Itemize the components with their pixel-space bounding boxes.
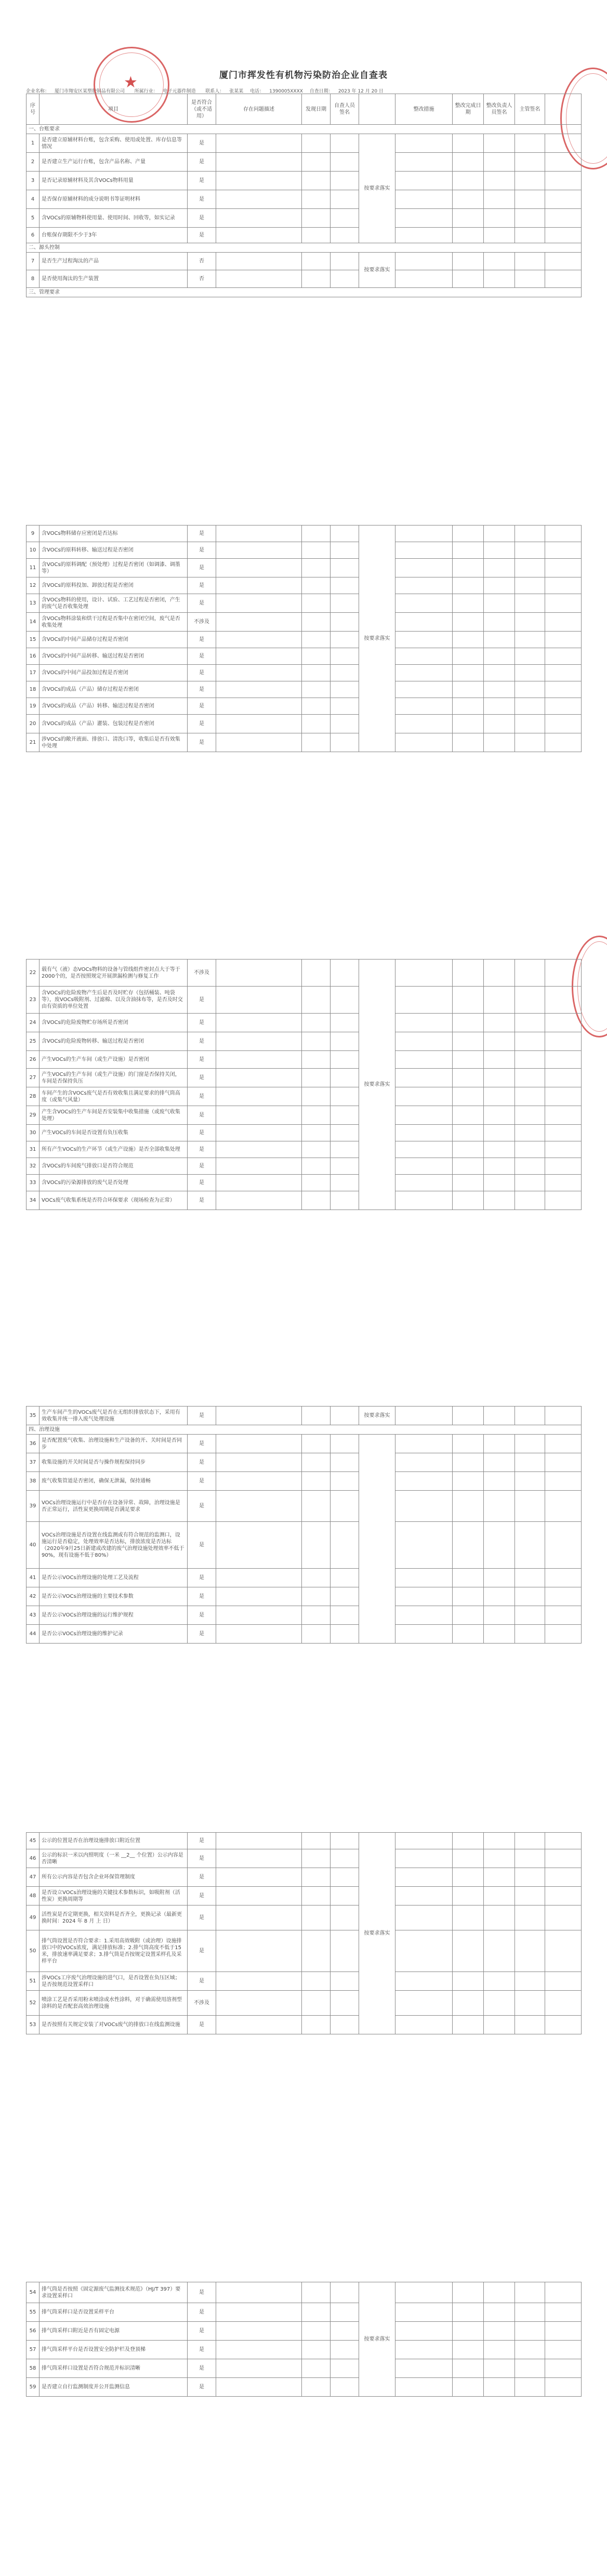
row-no: 15 bbox=[27, 632, 39, 648]
row-match: 是 bbox=[188, 1606, 216, 1625]
row-item: 公示的位置是否在治理设施排放口附近位置 bbox=[39, 1833, 188, 1849]
row-no: 14 bbox=[27, 613, 39, 632]
header-match: 是否符合（或不适用） bbox=[188, 94, 216, 125]
section-label: 四、治理设施 bbox=[27, 1425, 582, 1435]
row-match: 是 bbox=[188, 1453, 216, 1472]
row-no: 27 bbox=[27, 1069, 39, 1087]
row-match: 是 bbox=[188, 1191, 216, 1210]
page-6-table bbox=[26, 2282, 581, 2397]
merged-note: 按要求落实 bbox=[359, 960, 395, 1210]
phone-label: 电话： bbox=[250, 89, 265, 94]
row-match: 是 bbox=[188, 1491, 216, 1522]
row-match: 是 bbox=[188, 681, 216, 698]
page-title: 厦门市挥发性有机物污染防治企业自查表 bbox=[219, 70, 388, 81]
header-rechecker: 整改负责人员签名 bbox=[484, 94, 515, 125]
row-item: VOCs治理设施运行中是否存在设备异常、故障，治理设施是否正常运行，活性炭更换周期是否满足要求 bbox=[39, 1491, 188, 1522]
merged-note: 按要求落实 bbox=[359, 525, 395, 752]
row-item: 活性炭是否定期更换，相关资料是否齐全，更换记录（最新更换时间：2024 年 8 月 上 日） bbox=[39, 1905, 188, 1930]
row-item: 所有产生VOCs的生产环节（或生产设施）是否全部收集处理 bbox=[39, 1141, 188, 1158]
row-no: 34 bbox=[27, 1191, 39, 1210]
row-match: 是 bbox=[188, 648, 216, 665]
row-no: 12 bbox=[27, 577, 39, 594]
row-no: 25 bbox=[27, 1032, 39, 1051]
row-no: 44 bbox=[27, 1625, 39, 1644]
row-no: 47 bbox=[27, 1868, 39, 1887]
row-item: 排气筒采样口是否设置采样平台 bbox=[39, 2303, 188, 2322]
row-match: 是 bbox=[188, 1032, 216, 1051]
row-item: 产生VOCs的生产车间（或生产设施）的门窗是否保持关闭，车间是否保持负压 bbox=[39, 1069, 188, 1087]
row-no: 30 bbox=[27, 1125, 39, 1141]
row-match: 是 bbox=[188, 2282, 216, 2303]
page-2-table bbox=[26, 525, 581, 752]
row-no: 49 bbox=[27, 1905, 39, 1930]
row-item: 是否公示VOCs治理设施的处理工艺及流程 bbox=[39, 1569, 188, 1587]
row-item: 排气筒设置是否符合要求：1.采用高效吸附（或治理）设施排放口中的VOCs浓度，满足排放标准；2.排气筒高度不低于15米，排放速率满足要求；3.排气筒是否按规定设置采样孔及采样平台 bbox=[39, 1930, 188, 1972]
row-match: 是 bbox=[188, 2016, 216, 2034]
row-item: 含VOCs的原料投加、卸放过程是否密闭 bbox=[39, 577, 188, 594]
row-item: 是否生产过程淘汰的产品 bbox=[39, 253, 188, 270]
row-item: 是否公示VOCs治理设施的运行维护规程 bbox=[39, 1606, 188, 1625]
row-item: 涉VOCs的敞开液面、排放口、清洗口等，收集后是否有效集中处理 bbox=[39, 733, 188, 752]
merged-note: 按要求落实 bbox=[359, 253, 395, 288]
row-item: 含VOCs的危险废物转移、输送过程是否密闭 bbox=[39, 1032, 188, 1051]
row-no: 31 bbox=[27, 1141, 39, 1158]
row-item: 含VOCs物料涂装和烘干过程是否集中在密闭空间，废气是否收集处理 bbox=[39, 613, 188, 632]
row-match: 是 bbox=[188, 1435, 216, 1453]
row-no: 59 bbox=[27, 2378, 39, 2397]
row-match: 是 bbox=[188, 228, 216, 243]
row-match: 是 bbox=[188, 715, 216, 733]
row-item: 含VOCs的危险废物产生后是否及时贮存（包括桶装、吨袋等），废VOCs吸附剂、过滤棉、以及含油抹布等，是否及时交由有资质的单位处置 bbox=[39, 987, 188, 1014]
row-match: 是 bbox=[188, 134, 216, 153]
row-item: 是否建立自行监测制度并公开监测信息 bbox=[39, 2378, 188, 2397]
row-match: 是 bbox=[188, 559, 216, 577]
row-no: 58 bbox=[27, 2359, 39, 2378]
row-item: VOCs废气收集系统是否符合环保要求（现场检查为正常） bbox=[39, 1191, 188, 1210]
row-item: 喷涂工艺是否采用粉末喷涂或水性涂料，对于确需使用溶剂型涂料的是否配套高效治理设施 bbox=[39, 1991, 188, 2016]
row-match: 否 bbox=[188, 270, 216, 288]
row-no: 1 bbox=[27, 134, 39, 153]
contact-label: 联系人： bbox=[205, 89, 225, 94]
row-no: 21 bbox=[27, 733, 39, 752]
row-no: 50 bbox=[27, 1930, 39, 1972]
row-match: 是 bbox=[188, 1833, 216, 1849]
row-no: 8 bbox=[27, 270, 39, 288]
row-item: 含VOCs的中间产品储存过程是否密闭 bbox=[39, 632, 188, 648]
date-label: 自查日期： bbox=[309, 89, 333, 94]
header-responsible: 自查人员签名 bbox=[331, 94, 359, 125]
row-no: 24 bbox=[27, 1014, 39, 1032]
row-match: 是 bbox=[188, 1051, 216, 1069]
row-no: 6 bbox=[27, 228, 39, 243]
row-item: 是否建立原辅材料台账，包含采购、使用或处置、库存信息等情况 bbox=[39, 134, 188, 153]
merged-note: 按要求落实 bbox=[359, 2282, 395, 2397]
row-match: 是 bbox=[188, 1472, 216, 1491]
row-no: 36 bbox=[27, 1435, 39, 1453]
page-1-table bbox=[26, 94, 581, 297]
row-no: 54 bbox=[27, 2282, 39, 2303]
page-5-table bbox=[26, 1832, 581, 2034]
row-no: 26 bbox=[27, 1051, 39, 1069]
row-no: 41 bbox=[27, 1569, 39, 1587]
row-match: 是 bbox=[188, 2322, 216, 2341]
row-no: 4 bbox=[27, 190, 39, 209]
row-item: 含VOCs的中间产品投加过程是否密闭 bbox=[39, 665, 188, 681]
row-match: 是 bbox=[188, 209, 216, 228]
section-label: 二、源头控制 bbox=[27, 243, 582, 253]
row-item: 是否配置废气收集、治理设施和生产设备的开、关时间是否同步 bbox=[39, 1435, 188, 1453]
row-match: 是 bbox=[188, 1849, 216, 1868]
row-item: 排气筒采样平台是否设置安全防护栏及登顶梯 bbox=[39, 2341, 188, 2359]
row-item: 公示的标识一米以内照明度（一米 __2__ 个位置）公示内容是否清晰 bbox=[39, 1849, 188, 1868]
section-label: 三、管理要求 bbox=[27, 288, 582, 297]
row-match: 是 bbox=[188, 1014, 216, 1032]
row-match: 是 bbox=[188, 1522, 216, 1569]
row-match: 是 bbox=[188, 172, 216, 190]
page-3-table bbox=[26, 959, 581, 1210]
row-item: 含VOCs的污染源排放的废气是否处理 bbox=[39, 1175, 188, 1191]
row-no: 52 bbox=[27, 1991, 39, 2016]
row-match: 是 bbox=[188, 153, 216, 172]
header-measures: 整改措施 bbox=[395, 94, 453, 125]
row-match: 是 bbox=[188, 190, 216, 209]
row-item: 是否公示VOCs治理设施的主要技术参数 bbox=[39, 1587, 188, 1606]
row-no: 33 bbox=[27, 1175, 39, 1191]
row-no: 51 bbox=[27, 1972, 39, 1991]
row-match: 是 bbox=[188, 594, 216, 613]
row-item: 产生VOCs的车间是否设置有负压收集 bbox=[39, 1125, 188, 1141]
row-item: 是否使用淘汰的生产装置 bbox=[39, 270, 188, 288]
row-no: 56 bbox=[27, 2322, 39, 2341]
row-no: 28 bbox=[27, 1087, 39, 1106]
company-label: 企业名称： bbox=[26, 89, 50, 94]
row-match: 是 bbox=[188, 987, 216, 1014]
row-match: 是 bbox=[188, 1106, 216, 1125]
row-item: 产生VOCs的生产车间（或生产设施）是否密闭 bbox=[39, 1051, 188, 1069]
header-supervisor: 主管签名 bbox=[515, 94, 545, 125]
row-no: 48 bbox=[27, 1887, 39, 1905]
row-match: 是 bbox=[188, 2341, 216, 2359]
row-no: 11 bbox=[27, 559, 39, 577]
header-item: 项目 bbox=[39, 94, 188, 125]
row-match: 是 bbox=[188, 698, 216, 715]
row-item: 收集设施的开关时间是否与操作规程保持同步 bbox=[39, 1453, 188, 1472]
row-no: 43 bbox=[27, 1606, 39, 1625]
row-match: 是 bbox=[188, 1625, 216, 1644]
row-match: 不涉及 bbox=[188, 960, 216, 987]
row-item: 含VOCs的成品（产品）灌装、包装过程是否密闭 bbox=[39, 715, 188, 733]
row-no: 10 bbox=[27, 542, 39, 559]
header-problem: 存在问题描述 bbox=[216, 94, 302, 125]
row-no: 45 bbox=[27, 1833, 39, 1849]
row-item: 废气收集管道是否密闭，确保无泄漏，保持通畅 bbox=[39, 1472, 188, 1491]
merged-note: 按要求落实 bbox=[359, 134, 395, 243]
merged-note: 按要求落实 bbox=[359, 1833, 395, 2034]
row-match: 是 bbox=[188, 1905, 216, 1930]
row-item: 是否设立VOCs治理设施的关键技术参数标识，如吸附剂（活性炭）更换周期等 bbox=[39, 1887, 188, 1905]
row-item: 含VOCs物料的使用，设计、试验、工艺过程是否密闭，产生的废气是否收集处理 bbox=[39, 594, 188, 613]
row-no: 18 bbox=[27, 681, 39, 698]
row-no: 19 bbox=[27, 698, 39, 715]
row-item: 车间产生的含VOCs废气是否有效收集且满足要求的排气筒高度（或集气风量） bbox=[39, 1087, 188, 1106]
row-no: 39 bbox=[27, 1491, 39, 1522]
row-match: 是 bbox=[188, 1972, 216, 1991]
row-match: 不涉及 bbox=[188, 613, 216, 632]
row-match: 是 bbox=[188, 1141, 216, 1158]
row-match: 是 bbox=[188, 2303, 216, 2322]
row-item: 含VOCs的原料转移、输送过程是否密闭 bbox=[39, 542, 188, 559]
row-item: 含VOCs物料储存应密闭是否达标 bbox=[39, 525, 188, 542]
row-item: 所有公示内容是否包含企业环保管理制度 bbox=[39, 1868, 188, 1887]
row-match: 否 bbox=[188, 253, 216, 270]
industry-value: 电子元器件制造 bbox=[163, 89, 196, 94]
row-no: 38 bbox=[27, 1472, 39, 1491]
row-match: 是 bbox=[188, 525, 216, 542]
row-item: 涉VOCs工序废气治理设施的进气口，是否设置在负压区域；是否按规范设置采样口 bbox=[39, 1972, 188, 1991]
row-item: 含VOCs的原料调配（预处理）过程是否密闭（如调漆、调墨等） bbox=[39, 559, 188, 577]
row-no: 17 bbox=[27, 665, 39, 681]
date-value: 2023 年 12 月 20 日 bbox=[338, 89, 384, 94]
row-match: 是 bbox=[188, 542, 216, 559]
row-match: 是 bbox=[188, 1158, 216, 1175]
row-no: 40 bbox=[27, 1522, 39, 1569]
row-match: 是 bbox=[188, 1069, 216, 1087]
row-no: 23 bbox=[27, 987, 39, 1014]
phone-value: 1390005XXXX bbox=[269, 89, 303, 94]
row-no: 13 bbox=[27, 594, 39, 613]
row-no: 42 bbox=[27, 1587, 39, 1606]
row-no: 35 bbox=[27, 1407, 39, 1425]
row-item: 含VOCs的成品（产品）储存过程是否密闭 bbox=[39, 681, 188, 698]
row-match: 是 bbox=[188, 1569, 216, 1587]
section-label: 一、台账要求 bbox=[27, 125, 582, 134]
row-item: 含VOCs的成品（产品）转移、输送过程是否密闭 bbox=[39, 698, 188, 715]
row-item: 含VOCs的原辅物料使用量、使用时间、回收等，如实记录 bbox=[39, 209, 188, 228]
row-match: 是 bbox=[188, 1868, 216, 1887]
row-match: 是 bbox=[188, 577, 216, 594]
row-no: 5 bbox=[27, 209, 39, 228]
row-match: 是 bbox=[188, 1930, 216, 1972]
row-no: 3 bbox=[27, 172, 39, 190]
row-item: 是否建立生产运行台账，包含产品名称、产量 bbox=[39, 153, 188, 172]
row-item: 是否记录原辅材料及其含VOCs物料用量 bbox=[39, 172, 188, 190]
row-match: 是 bbox=[188, 632, 216, 648]
row-item: 含VOCs的车间废气排放口是否符合规范 bbox=[39, 1158, 188, 1175]
row-match: 是 bbox=[188, 1407, 216, 1425]
row-item: 排气筒是否按照《固定源废气监测技术规范》（HJ/T 397）要求设置采样口 bbox=[39, 2282, 188, 2303]
row-match: 是 bbox=[188, 2378, 216, 2397]
row-item: 台账保存期限不少于3年 bbox=[39, 228, 188, 243]
row-match: 是 bbox=[188, 733, 216, 752]
company-value: 厦门市翔安区某塑胶制品有限公司 bbox=[55, 89, 125, 94]
row-no: 22 bbox=[27, 960, 39, 987]
row-match: 是 bbox=[188, 1887, 216, 1905]
row-item: 是否按照有关规定安装了对VOCs废气的排放口在线监测设施 bbox=[39, 2016, 188, 2034]
page-4-table bbox=[26, 1406, 581, 1644]
row-item: 含VOCs的危险废物贮存场所是否密闭 bbox=[39, 1014, 188, 1032]
star-icon: ★ bbox=[124, 73, 138, 91]
row-match: 是 bbox=[188, 2359, 216, 2378]
row-no: 2 bbox=[27, 153, 39, 172]
row-match: 是 bbox=[188, 1175, 216, 1191]
row-no: 16 bbox=[27, 648, 39, 665]
header-deadline: 整改完成日期 bbox=[453, 94, 484, 125]
header-seq: 序号 bbox=[27, 94, 39, 125]
row-no: 32 bbox=[27, 1158, 39, 1175]
row-no: 46 bbox=[27, 1849, 39, 1868]
industry-label: 所属行业： bbox=[134, 89, 158, 94]
row-item: 排气筒采样口附近是否有固定电源 bbox=[39, 2322, 188, 2341]
row-match: 是 bbox=[188, 1087, 216, 1106]
row-no: 20 bbox=[27, 715, 39, 733]
row-no: 53 bbox=[27, 2016, 39, 2034]
row-no: 37 bbox=[27, 1453, 39, 1472]
row-item: 含VOCs的中间产品转移、输送过程是否密闭 bbox=[39, 648, 188, 665]
row-item: 生产车间产生的VOCs废气是否在无组织排放状态下，采用有效收集并统一排入废气处理设施 bbox=[39, 1407, 188, 1425]
header-est-date: 发现日期 bbox=[302, 94, 331, 125]
row-no: 55 bbox=[27, 2303, 39, 2322]
row-item: 排气筒采样口设置是否符合规范并标识清晰 bbox=[39, 2359, 188, 2378]
row-no: 9 bbox=[27, 525, 39, 542]
merged-note: 按要求落实 bbox=[359, 1407, 395, 1425]
row-no: 57 bbox=[27, 2341, 39, 2359]
row-item: 是否保存原辅材料的成分说明书等证明材料 bbox=[39, 190, 188, 209]
row-match: 是 bbox=[188, 1587, 216, 1606]
row-match: 是 bbox=[188, 1125, 216, 1141]
row-no: 29 bbox=[27, 1106, 39, 1125]
contact-value: 张某某 bbox=[229, 89, 244, 94]
row-item: 载有气（液）态VOCs物料的设备与管线组件密封点大于等于2000个的，是否按照规定开展泄漏检测与修复工作 bbox=[39, 960, 188, 987]
row-no: 7 bbox=[27, 253, 39, 270]
row-item: VOCs治理设施是否设置在线监测或有符合规范的监测口，设施运行是否稳定，处理效率是否达标，排放浓度是否达标（2020年9月25日新建或改建的废气治理设施处理效率不低于90%，现有设施不低于80%） bbox=[39, 1522, 188, 1569]
row-match: 是 bbox=[188, 665, 216, 681]
row-item: 产生含VOCs的生产车间是否安装集中收集措施（或废气收集处理） bbox=[39, 1106, 188, 1125]
row-item: 是否公示VOCs治理设施的维护记录 bbox=[39, 1625, 188, 1644]
row-match: 不涉及 bbox=[188, 1991, 216, 2016]
